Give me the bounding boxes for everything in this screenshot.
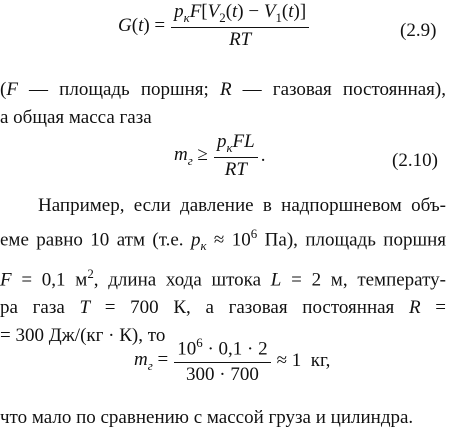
para2-line2: еме равно 10 атм (т.е. $p_к \approx 10^6$ Па), площадь поршня <box>0 226 446 254</box>
eq210-number: (2.10) <box>392 150 438 171</box>
eq3-fraction <box>174 336 270 386</box>
eq3-lhs: $m_г$ = <box>134 348 169 373</box>
para1-line2: а общая масса газа <box>0 107 152 128</box>
paragraph-3 <box>0 404 446 432</box>
eq3-denominator: 300 · 700 <box>186 364 259 386</box>
eq210-numerator: $p_кFL$ <box>214 132 258 158</box>
eq29-numerator: $p_кF[V_2(t) - V_1(t)]$ <box>171 2 309 28</box>
para2-line1: Например, если давление в надпоршневом объ- <box>38 195 446 216</box>
eq210-tail: . <box>260 145 266 167</box>
equation-2-9 <box>118 2 309 51</box>
paragraph-1 <box>0 76 446 132</box>
para2-line4: ра газа T = 700 К, а газовая постоянная R = <box>0 297 446 319</box>
eq29-lhs: G(t) = <box>118 15 166 37</box>
eq210-denominator: RT <box>224 159 247 180</box>
eq3-rhs: ≈ 1 кг, <box>276 350 331 372</box>
paragraph-2 <box>0 192 446 350</box>
eq29-fraction <box>171 2 309 51</box>
para3-line1: что мало по сравнению с массой груза и цилиндра. <box>0 407 414 428</box>
para1-line1: (F — площадь поршня; R — газовая постоянная), <box>0 79 446 100</box>
eq210-lhs: $m_г$ ≥ <box>174 144 208 168</box>
para2-line3: F = 0,1 $м^2$, длина хода штока L = 2 м, температу- <box>0 266 447 291</box>
eq210-fraction <box>214 132 258 181</box>
equation-2-10 <box>174 132 265 181</box>
eq29-number: (2.9) <box>400 20 437 41</box>
eq3-numerator: $10^6 \cdot 0,1 \cdot 2$ <box>174 336 270 363</box>
para2-line5: = 300 Дж/(кг · К), то <box>0 325 166 347</box>
equation-mass-result <box>134 336 330 386</box>
eq29-denominator: RT <box>229 29 252 50</box>
